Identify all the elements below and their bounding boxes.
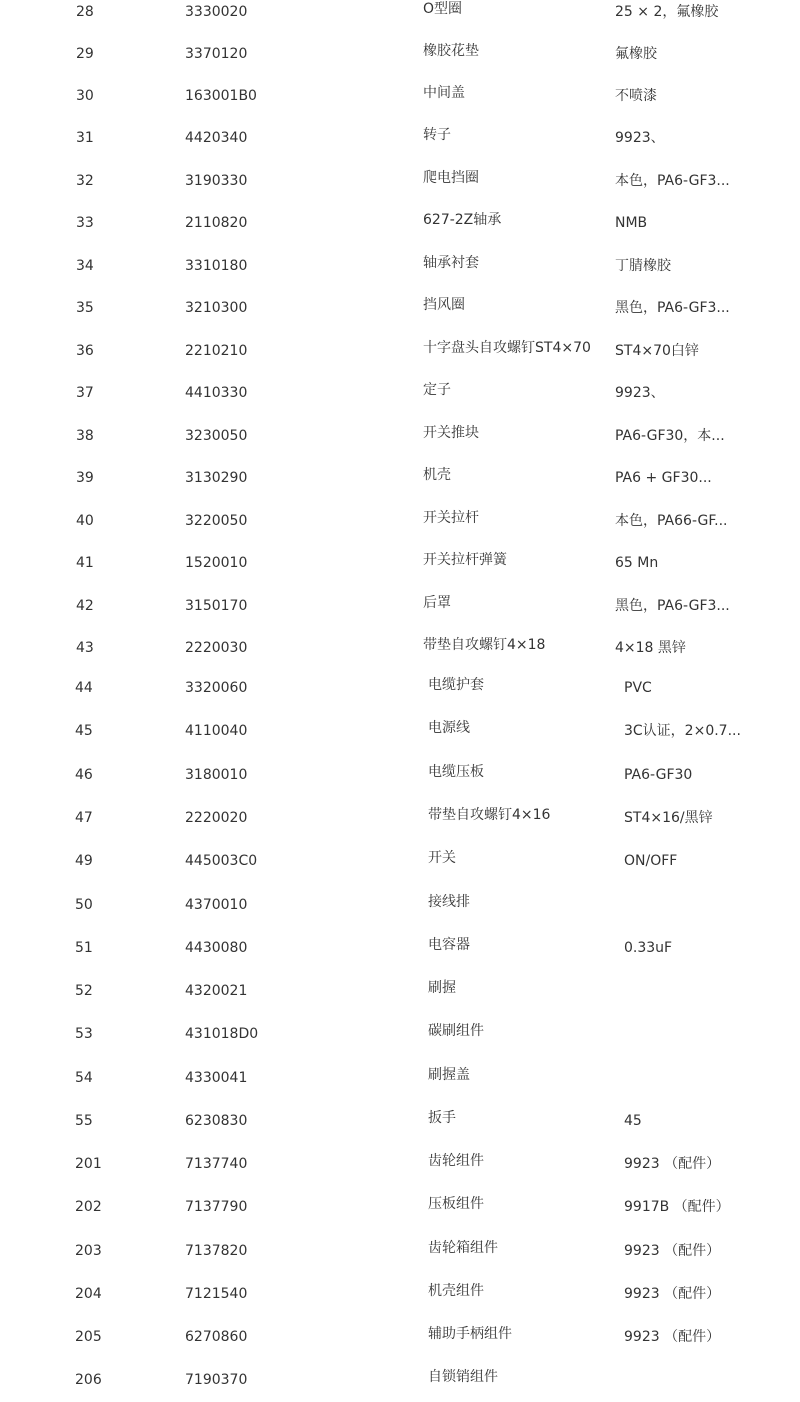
part-code: 3180010	[185, 766, 248, 783]
part-code: 3370120	[185, 46, 248, 62]
part-spec: 9923、	[615, 130, 665, 146]
row-number: 32	[76, 173, 94, 189]
part-code: 163001B0	[185, 88, 257, 104]
part-name: 开关拉杆弹簧	[423, 552, 507, 568]
part-name: 齿轮组件	[428, 1152, 484, 1169]
table-row	[0, 1315, 800, 1358]
part-spec: 9923、	[615, 385, 665, 401]
row-number: 206	[75, 1371, 102, 1388]
part-code: 3190330	[185, 173, 248, 189]
part-code: 3320060	[185, 679, 248, 696]
table-row	[0, 287, 800, 329]
row-number: 42	[76, 598, 94, 614]
table-row	[0, 33, 800, 75]
table-row	[0, 1272, 800, 1315]
part-code: 4330041	[185, 1069, 248, 1086]
row-number: 45	[75, 722, 93, 739]
part-code: 4110040	[185, 722, 248, 739]
part-spec: 丁腈橡胶	[615, 258, 671, 274]
table-row	[0, 666, 800, 709]
row-number: 205	[75, 1328, 102, 1345]
part-name: 带垫自攻螺钉4×18	[423, 637, 546, 653]
part-spec: PVC	[624, 679, 652, 696]
row-number: 28	[76, 4, 94, 20]
part-code: 3130290	[185, 470, 248, 486]
part-code: 6270860	[185, 1328, 248, 1345]
row-number: 30	[76, 88, 94, 104]
table-row	[0, 585, 800, 627]
part-code: 3310180	[185, 258, 248, 274]
part-name: 转子	[423, 127, 451, 143]
table-row	[0, 457, 800, 499]
part-code: 7137740	[185, 1155, 248, 1172]
part-code: 1520010	[185, 555, 248, 571]
part-spec: 3C认证，2×0.7...	[624, 722, 741, 739]
part-name: 压板组件	[428, 1195, 484, 1212]
part-name: 齿轮箱组件	[428, 1239, 498, 1256]
row-number: 33	[76, 215, 94, 231]
part-code: 3210300	[185, 300, 248, 316]
table-row	[0, 709, 800, 752]
part-name: 627-2Z轴承	[423, 212, 502, 228]
table-row	[0, 1142, 800, 1185]
part-name: 十字盘头自攻螺钉ST4×70	[423, 340, 591, 356]
part-spec: 黑色，PA6-GF3...	[615, 300, 730, 316]
part-code: 4430080	[185, 939, 248, 956]
part-code: 3230050	[185, 428, 248, 444]
row-number: 53	[75, 1025, 93, 1042]
part-code: 6230830	[185, 1112, 248, 1129]
part-spec: 9923 （配件）	[624, 1242, 721, 1259]
row-number: 31	[76, 130, 94, 146]
part-name: 电缆护套	[428, 676, 484, 693]
part-spec: 25 × 2，氟橡胶	[615, 4, 719, 20]
part-code: 2220020	[185, 809, 248, 826]
table-row	[0, 1358, 800, 1401]
table-row	[0, 926, 800, 969]
part-name: 扳手	[428, 1109, 456, 1126]
table-row	[0, 415, 800, 457]
part-spec: 9923 （配件）	[624, 1328, 721, 1345]
row-number: 52	[75, 982, 93, 999]
table-row	[0, 372, 800, 414]
part-spec: PA6-GF30，本...	[615, 428, 725, 444]
table-row	[0, 117, 800, 159]
row-number: 36	[76, 343, 94, 359]
part-spec: 氟橡胶	[615, 46, 657, 62]
row-number: 201	[75, 1155, 102, 1172]
row-number: 38	[76, 428, 94, 444]
part-name: 橡胶花垫	[423, 43, 479, 59]
part-name: 碳刷组件	[428, 1022, 484, 1039]
part-name: 接线排	[428, 893, 470, 910]
part-name: 轴承衬套	[423, 255, 479, 271]
part-code: 4410330	[185, 385, 248, 401]
row-number: 37	[76, 385, 94, 401]
row-number: 34	[76, 258, 94, 274]
part-name: 刷握盖	[428, 1066, 470, 1083]
part-code: 2110820	[185, 215, 248, 231]
part-name: 中间盖	[423, 85, 465, 101]
part-spec: 黑色，PA6-GF3...	[615, 598, 730, 614]
part-code: 4320021	[185, 982, 248, 999]
part-code: 2220030	[185, 640, 248, 656]
table-row	[0, 330, 800, 372]
table-row	[0, 245, 800, 287]
table-row	[0, 1099, 800, 1142]
row-number: 202	[75, 1198, 102, 1215]
part-spec: 45	[624, 1112, 642, 1129]
part-name: 定子	[423, 382, 451, 398]
table-row	[0, 1185, 800, 1228]
table-row	[0, 969, 800, 1012]
part-name: 爬电挡圈	[423, 170, 479, 186]
part-code: 445003C0	[185, 852, 258, 869]
table-row	[0, 542, 800, 584]
table-row	[0, 1229, 800, 1272]
row-number: 43	[76, 640, 94, 656]
part-name: 开关拉杆	[423, 510, 479, 526]
table-row	[0, 753, 800, 796]
row-number: 204	[75, 1285, 102, 1302]
row-number: 29	[76, 46, 94, 62]
part-spec: 本色，PA6-GF3...	[615, 173, 730, 189]
table-row	[0, 627, 800, 669]
part-name: 电容器	[428, 936, 470, 953]
row-number: 41	[76, 555, 94, 571]
part-name: 自锁销组件	[428, 1368, 498, 1385]
part-spec: 9923 （配件）	[624, 1285, 721, 1302]
part-spec: 本色，PA66-GF...	[615, 513, 728, 529]
part-code: 2210210	[185, 343, 248, 359]
row-number: 55	[75, 1112, 93, 1129]
part-code: 3150170	[185, 598, 248, 614]
part-spec: ON/OFF	[624, 852, 678, 869]
part-name: O型圈	[423, 1, 463, 17]
part-spec: 65 Mn	[615, 555, 659, 571]
part-spec: 9923 （配件）	[624, 1155, 721, 1172]
part-code: 3330020	[185, 4, 248, 20]
part-code: 7121540	[185, 1285, 248, 1302]
part-spec: ST4×16/黑锌	[624, 809, 713, 826]
row-number: 35	[76, 300, 94, 316]
part-code: 431018D0	[185, 1025, 259, 1042]
part-spec: PA6 + GF30...	[615, 470, 712, 486]
row-number: 203	[75, 1242, 102, 1259]
part-name: 后罩	[423, 595, 451, 611]
table-row	[0, 1056, 800, 1099]
table-row	[0, 75, 800, 117]
table-row	[0, 1012, 800, 1055]
part-name: 电缆压板	[428, 763, 484, 780]
table-row	[0, 883, 800, 926]
row-number: 47	[75, 809, 93, 826]
part-code: 7190370	[185, 1371, 248, 1388]
table-row	[0, 500, 800, 542]
part-name: 电源线	[428, 719, 470, 736]
part-code: 3220050	[185, 513, 248, 529]
row-number: 51	[75, 939, 93, 956]
part-name: 带垫自攻螺钉4×16	[428, 806, 551, 823]
table-row	[0, 796, 800, 839]
part-code: 4370010	[185, 896, 248, 913]
part-code: 7137790	[185, 1198, 248, 1215]
row-number: 54	[75, 1069, 93, 1086]
row-number: 39	[76, 470, 94, 486]
table-row	[0, 0, 800, 24]
table-row	[0, 839, 800, 882]
part-code: 7137820	[185, 1242, 248, 1259]
part-name: 开关推块	[423, 425, 479, 441]
row-number: 50	[75, 896, 93, 913]
part-name: 开关	[428, 849, 456, 866]
part-spec: 4×18 黑锌	[615, 640, 686, 656]
table-row	[0, 160, 800, 202]
table-row	[0, 202, 800, 244]
part-spec: 0.33uF	[624, 939, 673, 956]
part-name: 挡风圈	[423, 297, 465, 313]
part-spec: PA6-GF30	[624, 766, 693, 783]
part-name: 机壳组件	[428, 1282, 484, 1299]
part-code: 4420340	[185, 130, 248, 146]
row-number: 49	[75, 852, 93, 869]
part-spec: 不喷漆	[615, 88, 657, 104]
row-number: 40	[76, 513, 94, 529]
row-number: 46	[75, 766, 93, 783]
part-spec: 9917B （配件）	[624, 1198, 730, 1215]
part-spec: ST4×70白锌	[615, 343, 699, 359]
part-spec: NMB	[615, 215, 648, 231]
part-name: 刷握	[428, 979, 456, 996]
part-name: 辅助手柄组件	[428, 1325, 512, 1342]
row-number: 44	[75, 679, 93, 696]
part-name: 机壳	[423, 467, 451, 483]
